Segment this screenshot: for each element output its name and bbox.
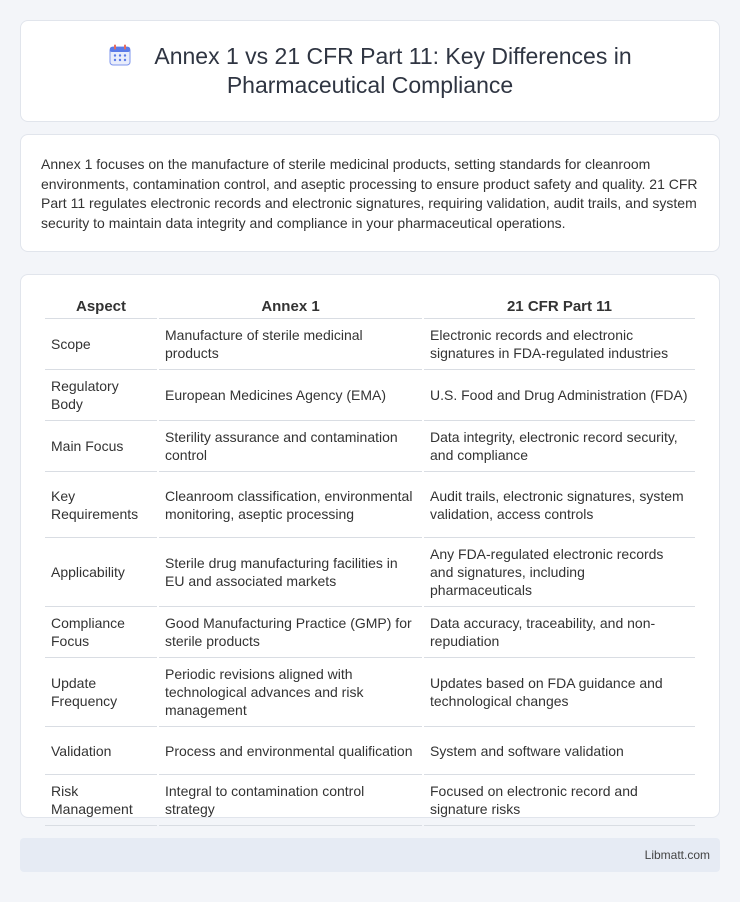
header-annex-1: Annex 1 bbox=[159, 295, 422, 319]
table-row bbox=[45, 658, 695, 727]
comparison-table bbox=[43, 295, 697, 826]
cell-aspect: Compliance Focus bbox=[45, 607, 157, 658]
cell-annex-1: Periodic revisions aligned with technological advances and risk management bbox=[159, 658, 422, 727]
cell-21-cfr-part-11: System and software validation bbox=[424, 727, 695, 775]
cell-21-cfr-part-11: Updates based on FDA guidance and technological changes bbox=[424, 658, 695, 727]
cell-aspect: Validation bbox=[45, 727, 157, 775]
cell-21-cfr-part-11: Data accuracy, traceability, and non-repudiation bbox=[424, 607, 695, 658]
footer-brand: Libmatt.com bbox=[644, 848, 710, 862]
cell-aspect: Regulatory Body bbox=[45, 370, 157, 421]
table-row bbox=[45, 472, 695, 538]
cell-aspect: Update Frequency bbox=[45, 658, 157, 727]
cell-annex-1: Process and environmental qualification bbox=[159, 727, 422, 775]
cell-21-cfr-part-11: Electronic records and electronic signatures in FDA-regulated industries bbox=[424, 319, 695, 370]
cell-annex-1: Integral to contamination control strategy bbox=[159, 775, 422, 826]
cell-aspect: Scope bbox=[45, 319, 157, 370]
cell-21-cfr-part-11: Data integrity, electronic record security, and compliance bbox=[424, 421, 695, 472]
table-row bbox=[45, 319, 695, 370]
cell-21-cfr-part-11: Focused on electronic record and signature risks bbox=[424, 775, 695, 826]
comparison-card bbox=[20, 274, 720, 818]
calendar-icon bbox=[108, 43, 132, 67]
cell-21-cfr-part-11: Any FDA-regulated electronic records and signatures, including pharmaceuticals bbox=[424, 538, 695, 607]
cell-annex-1: Manufacture of sterile medicinal products bbox=[159, 319, 422, 370]
title-card bbox=[20, 20, 720, 122]
page-title-wrap bbox=[51, 42, 689, 100]
cell-annex-1: Sterility assurance and contamination control bbox=[159, 421, 422, 472]
cell-aspect: Main Focus bbox=[45, 421, 157, 472]
table-row bbox=[45, 370, 695, 421]
intro-card bbox=[20, 134, 720, 252]
cell-annex-1: Sterile drug manufacturing facilities in EU and associated markets bbox=[159, 538, 422, 607]
table-row bbox=[45, 421, 695, 472]
cell-aspect: Key Requirements bbox=[45, 472, 157, 538]
cell-aspect: Risk Management bbox=[45, 775, 157, 826]
cell-21-cfr-part-11: U.S. Food and Drug Administration (FDA) bbox=[424, 370, 695, 421]
table-header-row bbox=[45, 295, 695, 319]
table-row bbox=[45, 607, 695, 658]
cell-annex-1: Cleanroom classification, environmental monitoring, aseptic processing bbox=[159, 472, 422, 538]
page-title: Annex 1 vs 21 CFR Part 11: Key Differences in Pharmaceutical Compliance bbox=[154, 43, 632, 98]
table-row bbox=[45, 538, 695, 607]
table-row bbox=[45, 775, 695, 826]
header-aspect: Aspect bbox=[45, 295, 157, 319]
cell-annex-1: European Medicines Agency (EMA) bbox=[159, 370, 422, 421]
intro-text: Annex 1 focuses on the manufacture of sterile medicinal products, setting standards for cleanroom environments, contamination control, and aseptic processing to ensure product safety and quality. 21 CFR Part 11 regulates electronic records and electronic signatures, requiring validation, audit trails, and system security to maintain data integrity and compliance in your pharmaceutical operations. bbox=[41, 156, 698, 231]
table-row bbox=[45, 727, 695, 775]
cell-aspect: Applicability bbox=[45, 538, 157, 607]
header-21-cfr-part-11: 21 CFR Part 11 bbox=[424, 295, 695, 319]
cell-annex-1: Good Manufacturing Practice (GMP) for sterile products bbox=[159, 607, 422, 658]
cell-21-cfr-part-11: Audit trails, electronic signatures, system validation, access controls bbox=[424, 472, 695, 538]
footer bbox=[20, 838, 720, 872]
